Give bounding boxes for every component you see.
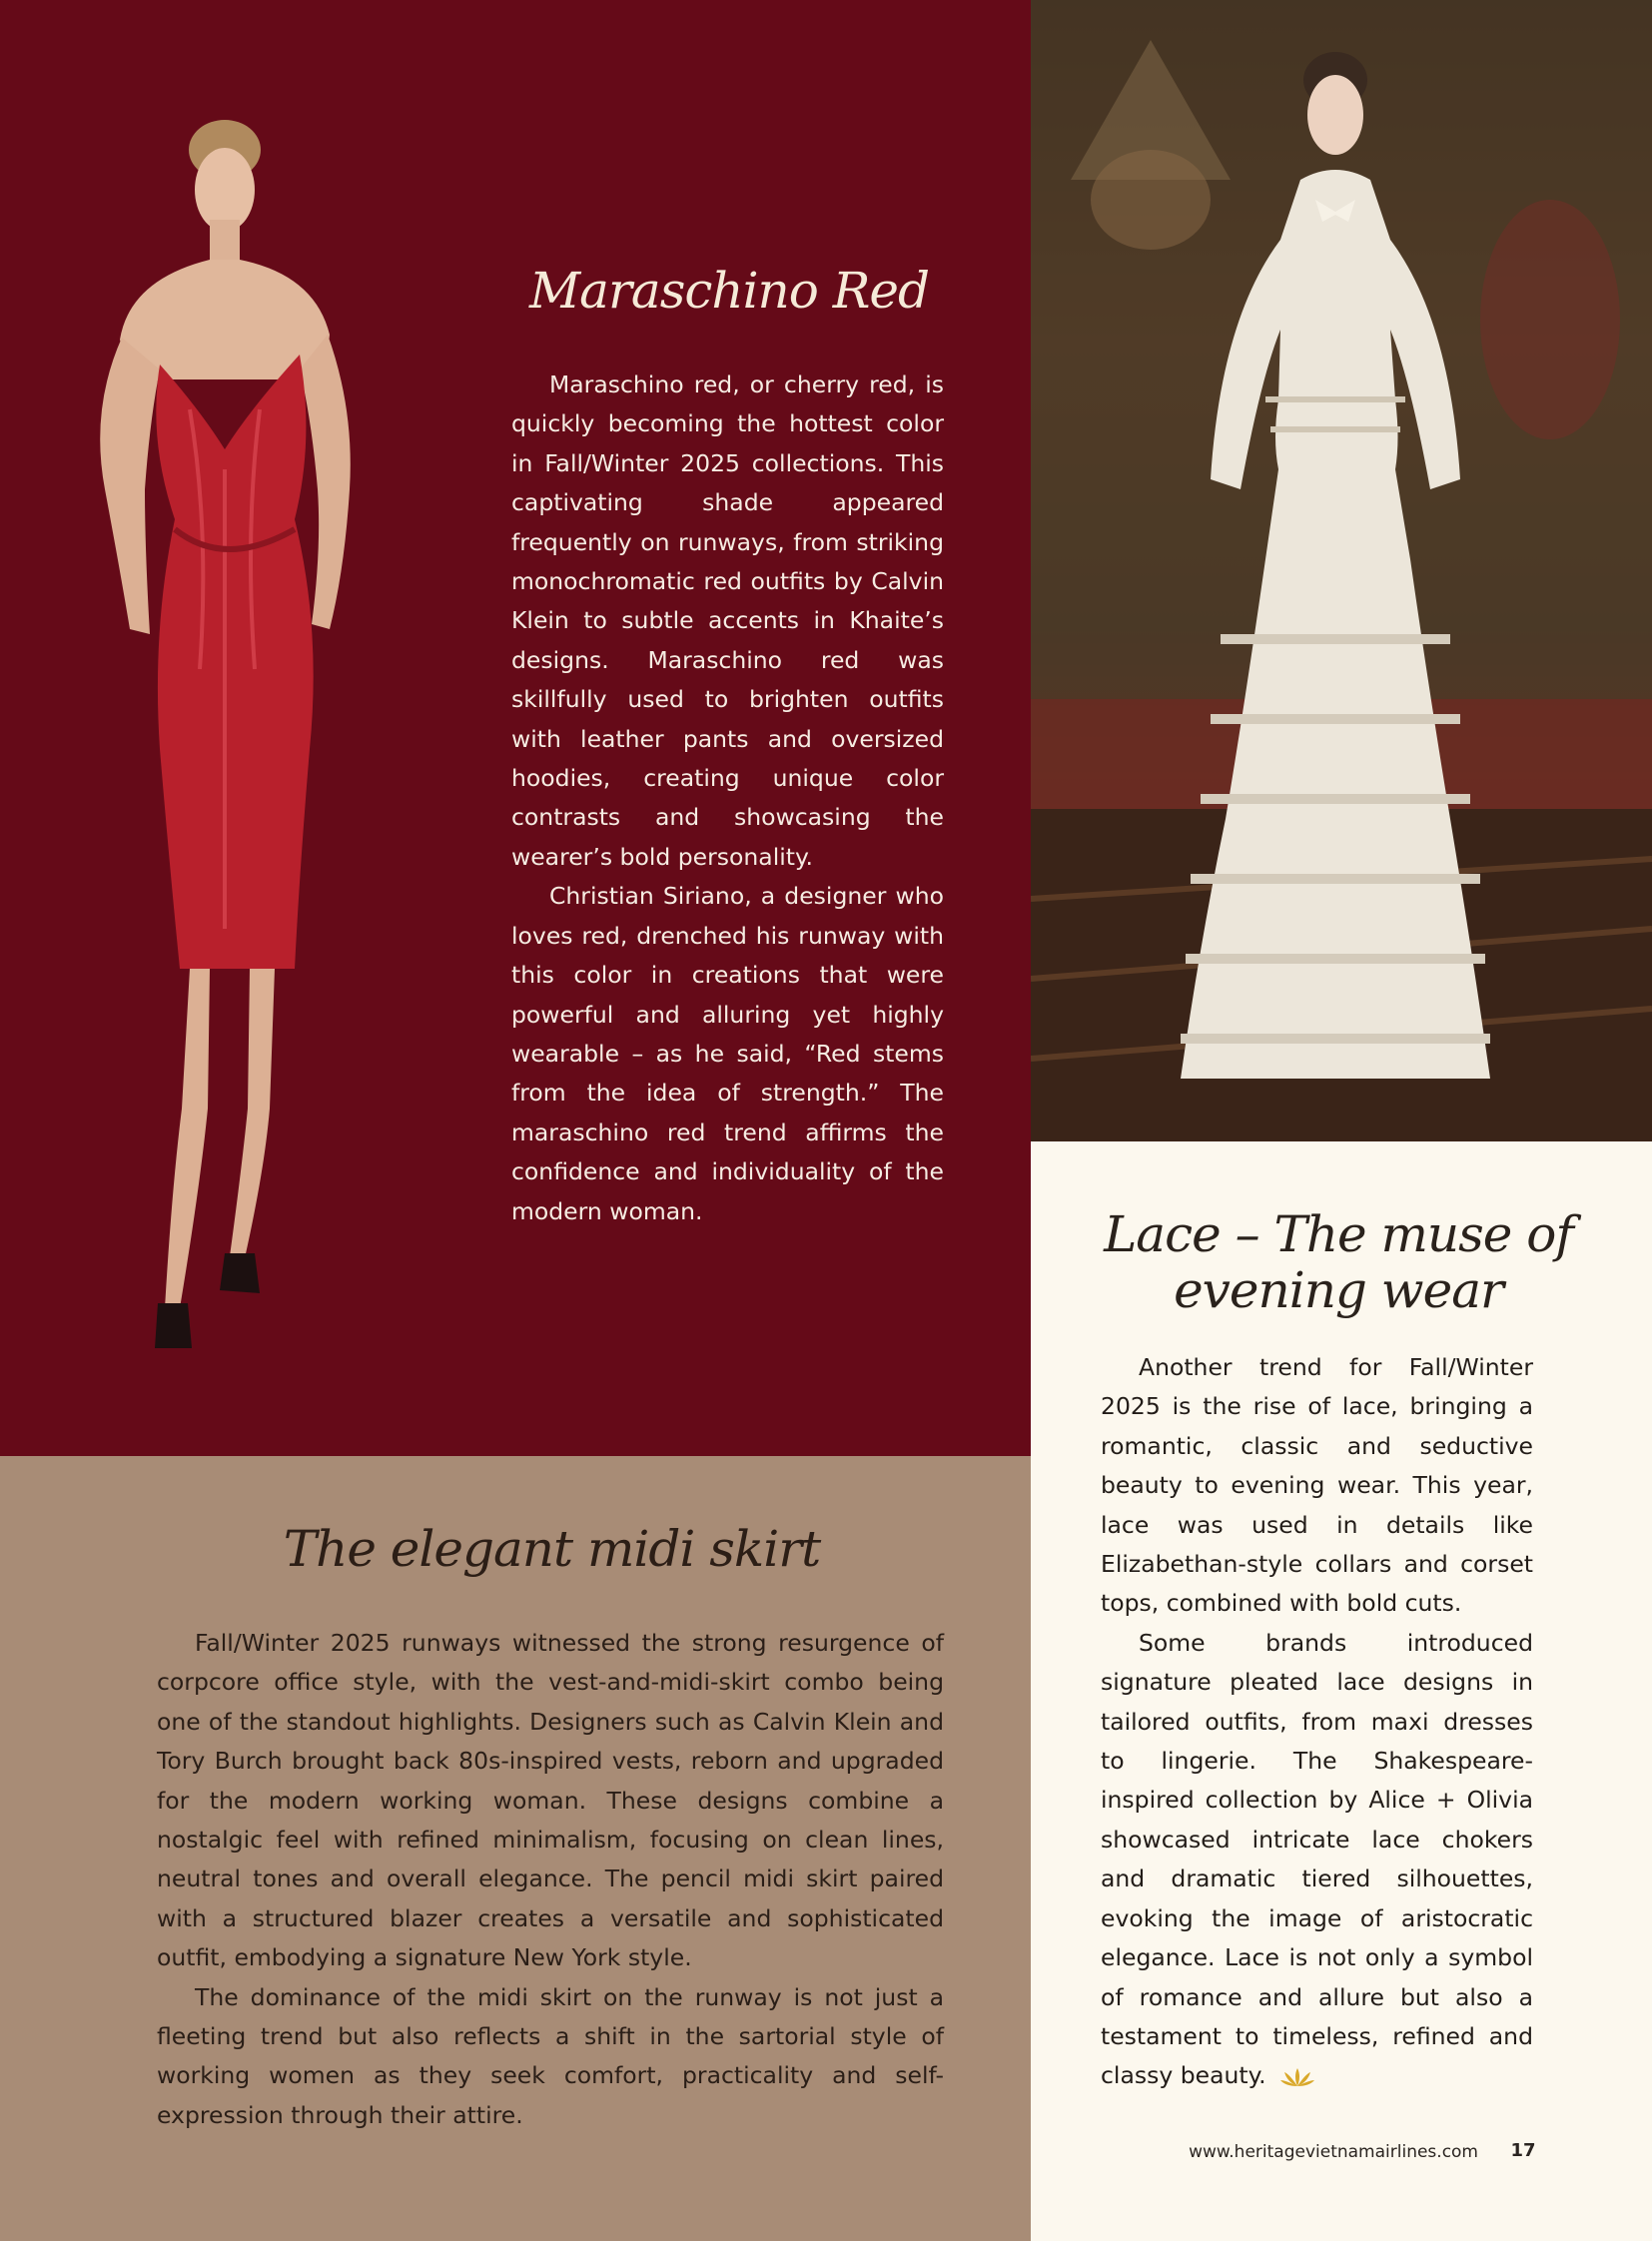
midi-skirt-body-text xyxy=(157,1624,944,2135)
page-number: 17 xyxy=(1510,2140,1536,2161)
paragraph: Christian Siriano, a designer who loves red, drenched his runway with this color in creations that were powerful and alluring yet highly wearable – as he said, “Red stems from the idea of strength.” The maraschino red trend affirms the confidence and individuality of the modern woman. xyxy=(511,882,944,1225)
lace-title-line-2: evening wear xyxy=(1174,1261,1503,1319)
lace-body-text xyxy=(1101,1348,1533,2096)
maraschino-section xyxy=(0,0,1031,1456)
section-heading-maraschino-red: Maraschino Red xyxy=(528,262,929,320)
maraschino-body-text xyxy=(511,366,944,1231)
paragraph-with-end-mark xyxy=(1101,1624,1533,2096)
lace-title-line-1: Lace – The muse of xyxy=(1104,1205,1573,1263)
section-heading-lace xyxy=(1089,1206,1588,1318)
paragraph: Maraschino red, or cherry red, is quickly becoming the hottest color in Fall/Winter 2025 collections. This captivating shade appeared frequently on runways, from striking monochromatic red outfits by Calvin Klein to subtle accents in Khaite’s designs. Maraschino red was skillfully used to brighten outfits with leather pants and oversized hoodies, creating unique color contrasts and showcasing the wearer’s bold personality. xyxy=(511,371,944,871)
paragraph-text: Some brands introduced signature pleated lace designs in tailored outfits, from maxi dresses to lingerie. The Shakespeare-inspired collection by Alice + Olivia showcased intricate lace chokers and dramatic tiered silhouettes, evoking the image of aristocratic elegance. Lace is not only a symbol of romance and allure but also a testament to timeless, refined and classy beauty. xyxy=(1101,1628,1533,2090)
lace-dress-model-photo xyxy=(1031,0,1652,1141)
paragraph: Another trend for Fall/Winter 2025 is the rise of lace, bringing a romantic, classic and seductive beauty to evening wear. This year, lace was used in details like Elizabethan-style collars and corset tops, combined with bold cuts. xyxy=(1101,1353,1533,1618)
paragraph: The dominance of the midi skirt on the runway is not just a fleeting trend but also reflects a shift in the sartorial style of working women as they seek comfort, practicality and self-expression through their attire. xyxy=(157,1982,944,2129)
lotus-icon xyxy=(1279,2066,1315,2088)
footer-website-url: www.heritagevietnamairlines.com xyxy=(1189,2142,1478,2162)
section-heading-midi-skirt: The elegant midi skirt xyxy=(283,1520,821,1578)
paragraph: Fall/Winter 2025 runways witnessed the strong resurgence of corpcore office style, with the vest-and-midi-skirt combo being one of the standout highlights. Designers such as Calvin Klein and Tory Burch brought back 80s-inspired vests, reborn and upgraded for the modern working woman. These designs combine a nostalgic feel with refined minimalism, focusing on clean lines, neutral tones and overall elegance. The pencil midi skirt paired with a structured blazer creates a versatile and sophisticated outfit, embodying a signature New York style. xyxy=(157,1629,944,1972)
red-dress-model-photo xyxy=(60,110,400,1528)
lace-dress-illustration xyxy=(1031,0,1652,1141)
